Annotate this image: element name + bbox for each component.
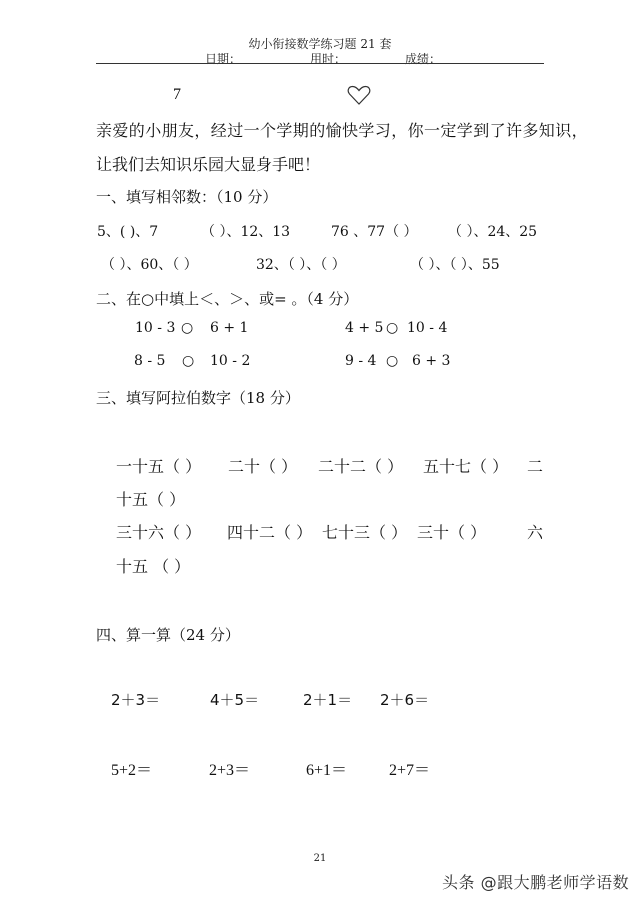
intro-line-2: 让我们去知识乐园大显身手吧！ [96,155,321,174]
compare-left: 10 - 3 [135,320,176,336]
chinese-numeral-item: 十五（ ） [116,490,186,509]
chinese-numeral-item: 一十五（ ） [116,457,202,476]
chinese-numeral-item: 六 [527,523,544,542]
neighbor-item: 32、（ ）、（ ） [256,257,346,273]
chinese-numeral-item: 四十二（ ） [227,523,313,542]
chinese-numeral-item: 三十六（ ） [116,523,202,542]
section-1-title: 一、填写相邻数：（10 分） [96,188,278,206]
compare-left: 4 + 5 [345,320,384,336]
chinese-numeral-item: 二十二（ ） [318,457,404,476]
chinese-numeral-item: 七十三（ ） [322,523,408,542]
chinese-numeral-item: 二十（ ） [228,457,298,476]
addition-problem: 4＋5＝ [210,691,260,709]
neighbor-item: （ ）、60、（ ） [101,257,198,273]
neighbor-item: 5、( )、7 [97,224,159,240]
chinese-numeral-item: 十五 （ ） [116,557,191,576]
compare-circle[interactable]: ○ [182,353,195,369]
addition-problem: 5+2＝ [111,762,153,779]
chinese-numeral-item: 五十七（ ） [423,457,509,476]
chinese-numeral-item: 二 [527,457,544,476]
time-label: 用时： [310,52,347,66]
chinese-numeral-item: 三十（ ） [417,523,487,542]
compare-right: 6 + 3 [412,353,451,369]
score-label: 成绩： [405,52,442,66]
compare-circle[interactable]: ○ [386,320,399,336]
neighbor-item: （ ）、12、13 [201,224,291,240]
section-3-title: 三、填写阿拉伯数字（18 分） [96,389,300,407]
compare-left: 9 - 4 [345,353,377,369]
addition-problem: 2＋1＝ [303,691,353,709]
section-4-title: 四、算一算（24 分） [96,626,240,644]
addition-problem: 6+1＝ [306,762,348,779]
worksheet-title: 幼小衔接数学练习题 21 套 [248,37,392,51]
heart-icon [347,85,371,105]
addition-problem: 2+3＝ [209,762,251,779]
compare-right: 6 + 1 [210,320,249,336]
addition-problem: 2＋3＝ [111,691,161,709]
compare-circle[interactable]: ○ [386,353,399,369]
compare-right: 10 - 2 [210,353,251,369]
compare-left: 8 - 5 [134,353,166,369]
addition-problem: 2＋6＝ [380,691,430,709]
section-2-title: 二、在○中填上＜、＞、或= 。（4 分） [96,290,359,308]
addition-problem: 2+7＝ [389,762,431,779]
neighbor-item: （ ）、24、25 [448,224,538,240]
neighbor-item: 76 、77（ ） [331,224,418,240]
watermark: 头条 @跟大鹏老师学语数 [442,873,630,892]
compare-right: 10 - 4 [407,320,448,336]
date-label: 日期： [205,52,242,66]
header-divider [96,63,544,64]
page-number: 21 [313,853,327,864]
intro-line-1: 亲爱的小朋友，经过一个学期的愉快学习，你一定学到了许多知识， [96,121,589,140]
neighbor-item: （ ）、（ ）、55 [410,257,500,273]
top-number: 7 [173,86,181,103]
compare-circle[interactable]: ○ [181,320,194,336]
